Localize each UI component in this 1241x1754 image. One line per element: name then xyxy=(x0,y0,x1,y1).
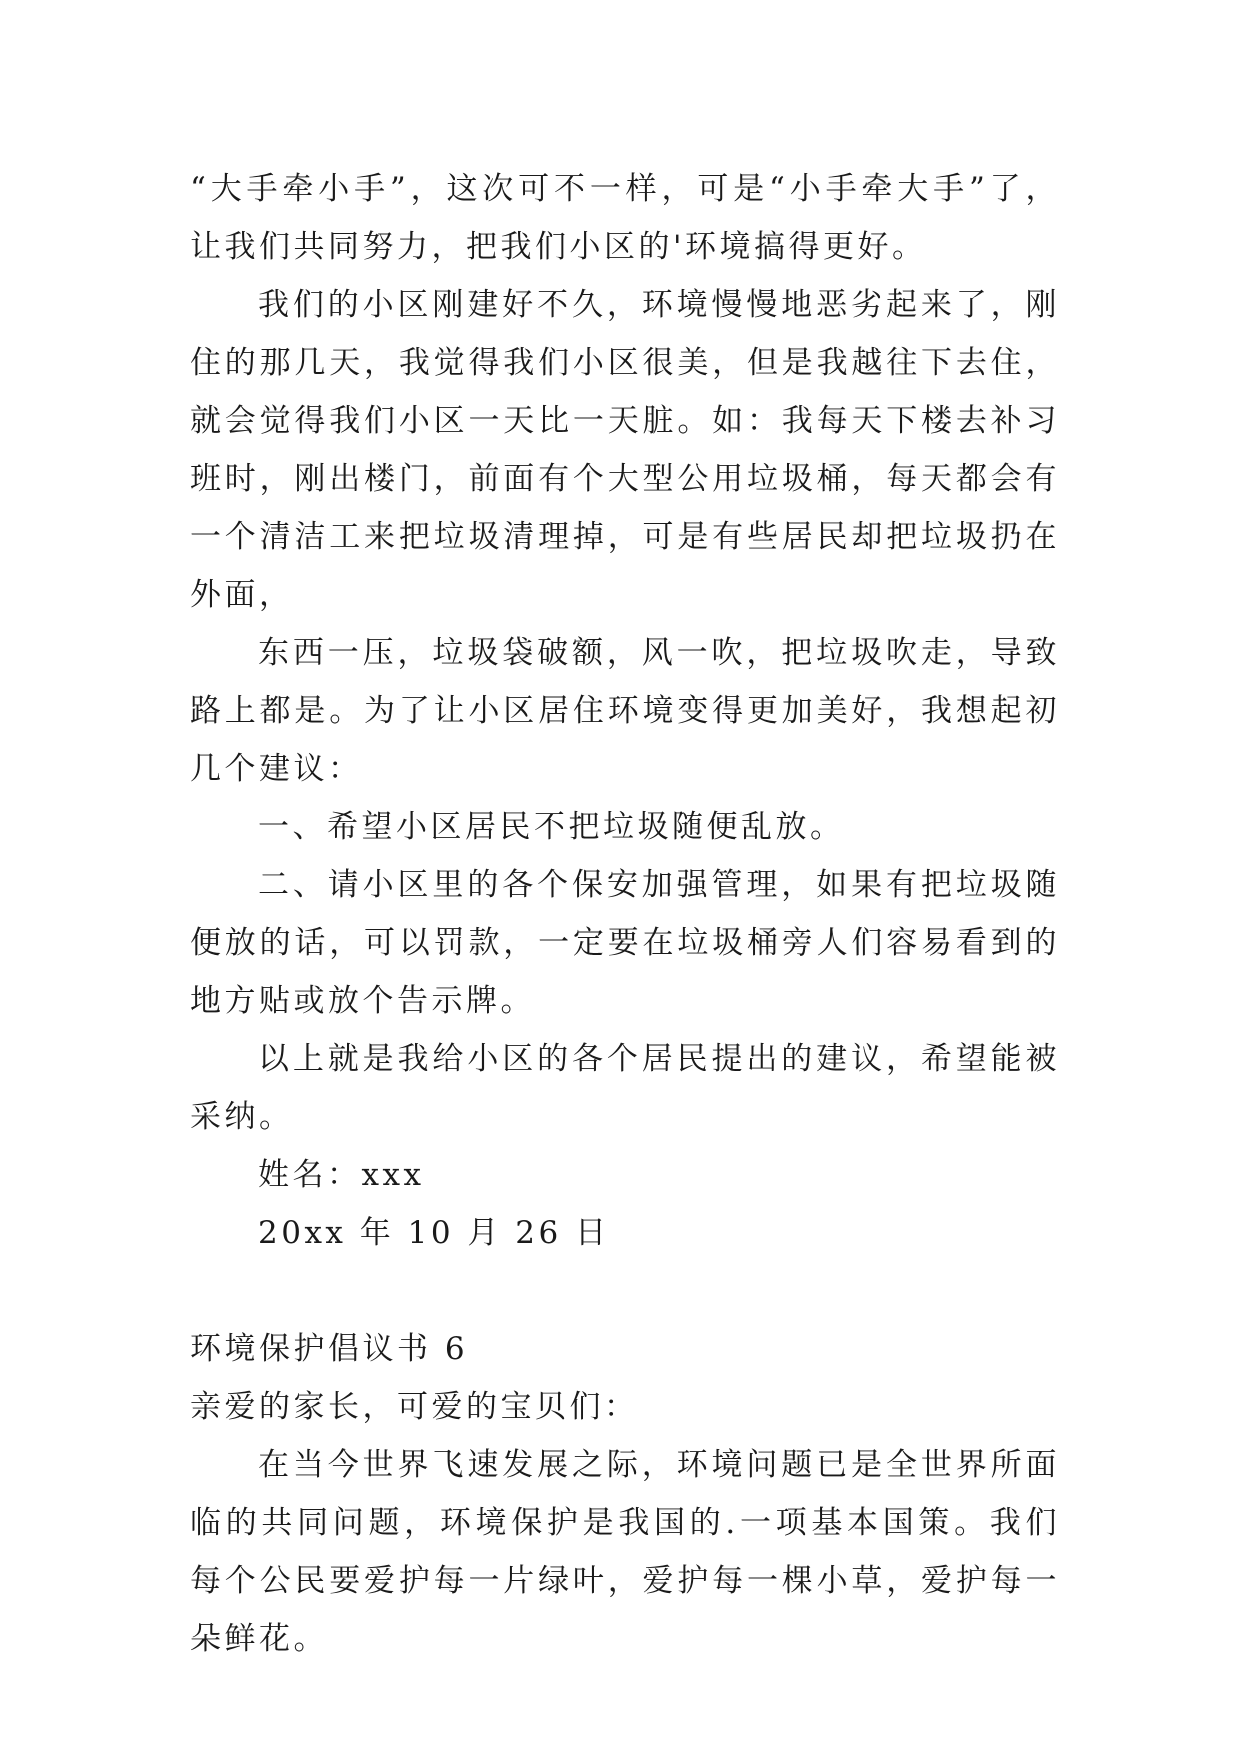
document-body xyxy=(190,160,1060,1668)
salutation: 亲爱的家长，可爱的宝贝们： xyxy=(190,1389,639,1425)
section-spacer xyxy=(190,1262,1060,1320)
paragraph-environment-intro: 在当今世界飞速发展之际，环境问题已是全世界所面临的共同问题，环境保护是我国的.一项基本国策。我们每个公民要爱护每一片绿叶，爱护每一棵小草，爱护每一朵鲜花。 xyxy=(190,1447,1060,1657)
paragraph-suggestion-one: 一、希望小区居民不把垃圾随便乱放。 xyxy=(258,809,845,845)
paragraph-community-condition: 我们的小区刚建好不久，环境慢慢地恶劣起来了，刚住的那几天，我觉得我们小区很美，但是我越往下去住，就会觉得我们小区一天比一天脏。如：我每天下楼去补习班时，刚出楼门，前面有个大型公用垃圾桶，每天都会有一个清洁工来把垃圾清理掉，可是有些居民却把垃圾扔在外面， xyxy=(190,287,1060,613)
paragraph-intro: “大手牵小手”，这次可不一样，可是“小手牵大手”了，让我们共同努力，把我们小区的'环境搞得更好。 xyxy=(190,171,1060,265)
paragraph-suggestion-two: 二、请小区里的各个保安加强管理，如果有把垃圾随便放的话，可以罚款，一定要在垃圾桶旁人们容易看到的地方贴或放个告示牌。 xyxy=(190,867,1060,1019)
signature-name: 姓名：xxx xyxy=(258,1157,425,1193)
signature-date: 20xx 年 10 月 26 日 xyxy=(258,1215,610,1251)
paragraph-suggestions-lead: 东西一压，垃圾袋破额，风一吹，把垃圾吹走，导致路上都是。为了让小区居住环境变得更加美好，我想起初几个建议： xyxy=(190,635,1060,787)
paragraph-closing: 以上就是我给小区的各个居民提出的建议，希望能被采纳。 xyxy=(190,1041,1060,1135)
section-title: 环境保护倡议书 6 xyxy=(190,1331,469,1367)
